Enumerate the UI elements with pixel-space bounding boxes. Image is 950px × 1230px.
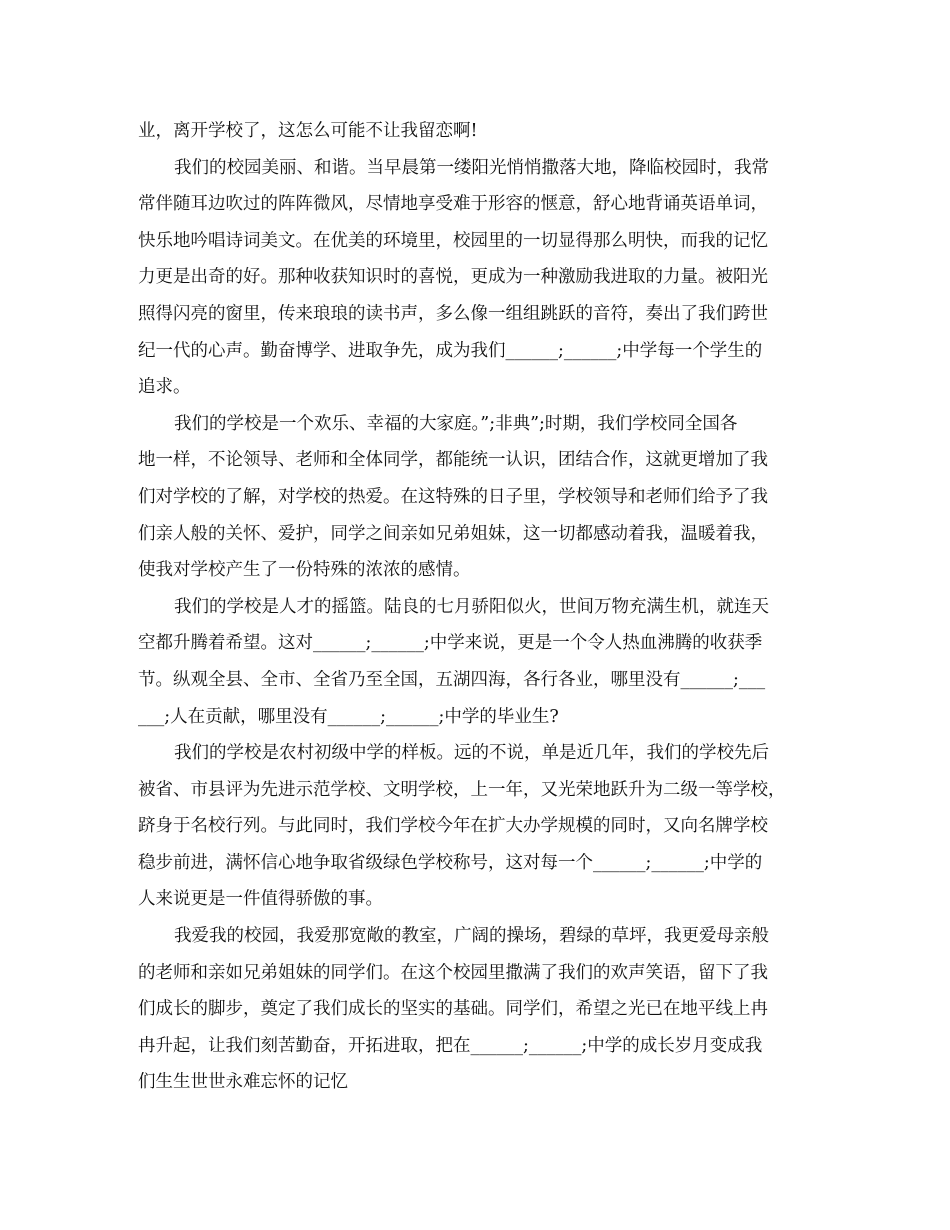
text-line: 我们的校园美丽、和谐。当早晨第一缕阳光悄悄撒落大地，降临校园时，我常 <box>174 157 769 178</box>
text-line: 纪一代的心声。勤奋博学、进取争先，成为我们______;______;中学每一个学生的 <box>138 340 763 361</box>
document-body <box>138 113 818 1101</box>
text-line: 们成长的脚步，奠定了我们成长的坚实的基础。同学们，希望之光已在地平线上冉 <box>138 999 768 1020</box>
text-line: 的老师和亲如兄弟姐妹的同学们。在这个校园里撒满了我们的欢声笑语，留下了我 <box>138 962 768 983</box>
text-line: 力更是出奇的好。那种收获知识时的喜悦，更成为一种激励我进取的力量。被阳光 <box>138 267 768 288</box>
text-line: 们生生世世永难忘怀的记忆 <box>138 1072 348 1093</box>
text-line: 节。纵观全县、全市、全省乃至全国，五湖四海，各行各业，哪里没有______;___ <box>138 669 766 690</box>
text-line: 人来说更是一件值得骄傲的事。 <box>138 889 383 910</box>
text-line: 使我对学校产生了一份特殊的浓浓的感情。 <box>138 560 471 581</box>
text-line: 快乐地吟唱诗词美文。在优美的环境里，校园里的一切显得那么明快，而我的记忆 <box>138 230 768 251</box>
text-line: 跻身于名校行列。与此同时，我们学校今年在扩大办学规模的同时，又向名牌学校 <box>138 816 768 837</box>
text-line: 稳步前进，满怀信心地争取省级绿色学校称号，这对每一个______;______;中学的 <box>138 852 763 873</box>
text-line: 我们的学校是农村初级中学的样板。远的不说，单是近几年，我们的学校先后 <box>174 743 769 764</box>
text-line: 业，离开学校了，这怎么可能不让我留恋啊! <box>138 121 478 141</box>
text-line: 常伴随耳边吹过的阵阵微风，尽情地享受难于形容的惬意，舒心地背诵英语单词， <box>138 194 768 215</box>
text-line: 们亲人般的关怀、爱护，同学之间亲如兄弟姐妹，这一切都感动着我，温暖着我， <box>138 523 768 544</box>
text-line: ___;人在贡献，哪里没有______;______;中学的毕业生? <box>138 706 559 727</box>
text-line: 被省、市县评为先进示范学校、文明学校，上一年，又光荣地跃升为二级一等学校， <box>138 779 786 800</box>
text-line: 我爱我的校园，我爱那宽敞的教室，广阔的操场，碧绿的草坪，我更爱母亲般 <box>174 926 769 947</box>
text-line: 我们的学校是人才的摇篮。陆良的七月骄阳似火，世间万物充满生机，就连天 <box>174 596 769 617</box>
text-line: 们对学校的了解，对学校的热爱。在这特殊的日子里，学校领导和老师们给予了我 <box>138 486 768 507</box>
text-line: 我们的学校是一个欢乐、幸福的大家庭。”;非典”;时期，我们学校同全国各 <box>174 413 738 434</box>
text-line: 照得闪亮的窗里，传来琅琅的读书声，多么像一组组跳跃的音符，奏出了我们跨世 <box>138 303 768 324</box>
text-line: 冉升起，让我们刻苦勤奋，开拓进取，把在______;______;中学的成长岁月变成我 <box>138 1035 763 1056</box>
text-line: 空都升腾着希望。这对______;______;中学来说，更是一个令人热血沸腾的收获季 <box>138 633 763 654</box>
text-line: 追求。 <box>138 377 191 398</box>
text-line: 地一样，不论领导、老师和全体同学，都能统一认识，团结合作，这就更增加了我 <box>138 450 768 471</box>
